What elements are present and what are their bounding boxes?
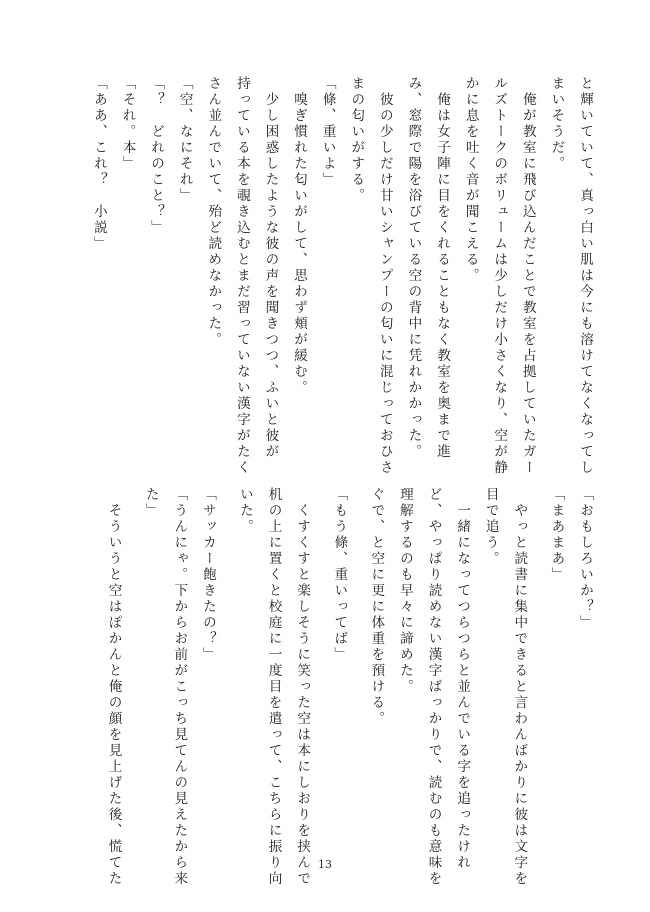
text-column: 「條、重いよ」	[319, 76, 336, 188]
text-column: 「空、なにそれ」	[176, 76, 193, 204]
text-column: 理解するのも早々に諦めた。	[396, 487, 413, 695]
text-column: 俺が教室に飛び込んだことで教室を占拠していたガー	[519, 76, 536, 476]
text-column: ぐで、と空に更に体重を預ける。	[368, 487, 385, 727]
text-column: くすくすと楽しそうに笑った空は本にしおりを挟んで	[294, 487, 311, 887]
page-number: 13	[318, 858, 332, 871]
text-column: さん並んでいて、殆ど読めなかった。	[205, 76, 222, 348]
text-column: 「？ どれのこと？」	[148, 76, 165, 236]
text-column: 「もう條、重いってば」	[331, 487, 348, 663]
text-column: み、窓際で陽を浴びている空の背中に凭れかかった。	[405, 76, 422, 460]
text-column: 俺は女子陣に目をくれることもなく教室を奥まで進	[434, 76, 451, 460]
upper-text-block	[90, 76, 599, 476]
text-column: かに息を吐く音が聞こえる。	[462, 76, 479, 284]
text-column: まいそうだ。	[548, 76, 565, 172]
text-column: と輝いていて、真っ白い肌は今にも溶けてなくなってし	[577, 76, 593, 476]
text-column: 机の上に置くと校庭に一度目を遣って、こちらに振り向	[265, 487, 282, 887]
text-column: 「それ。本」	[119, 76, 136, 172]
text-column: 「ああ、これ？ 小説」	[90, 76, 107, 252]
text-column: 少し困惑したような彼の声を聞きつつ、ふいと彼が	[262, 76, 279, 460]
text-column: 嗅ぎ慣れた匂いがして、思わず頬が緩む。	[291, 76, 308, 396]
text-column: た」	[142, 487, 159, 519]
text-column: まの匂いがする。	[348, 76, 365, 204]
text-column: 「サッカー飽きたの？」	[199, 487, 216, 663]
text-column: やっと読書に集中できると言わんばかりに彼は文字を	[511, 487, 528, 887]
text-column: 「まあまあ」	[548, 487, 565, 583]
text-column: 彼の少しだけ甘いシャンプーの匂いに混じっておひさ	[376, 76, 393, 476]
text-column: 持っている本を覗き込むとまだ習っていない漢字がたく	[233, 76, 250, 476]
text-column: ど、やっぱり読めない漢字ばっかりで、読むのも意味を	[425, 487, 442, 887]
text-column: 「おもしろいか？」	[577, 487, 593, 631]
text-column: いた。	[236, 487, 253, 535]
text-column: 一緒になってつらつらと並んでいる字を追ったけれ	[454, 487, 471, 871]
text-column: ルズトークのボリュームは少しだけ小さくなり、空が静	[491, 76, 508, 476]
text-column: 目で追う。	[482, 487, 499, 567]
text-column: そういうと空はぽかんと俺の顔を見上げた後、慌てた	[105, 487, 122, 887]
text-column: 「うんにゃ。下からお前がこっち見てんの見えたから来	[171, 487, 188, 887]
